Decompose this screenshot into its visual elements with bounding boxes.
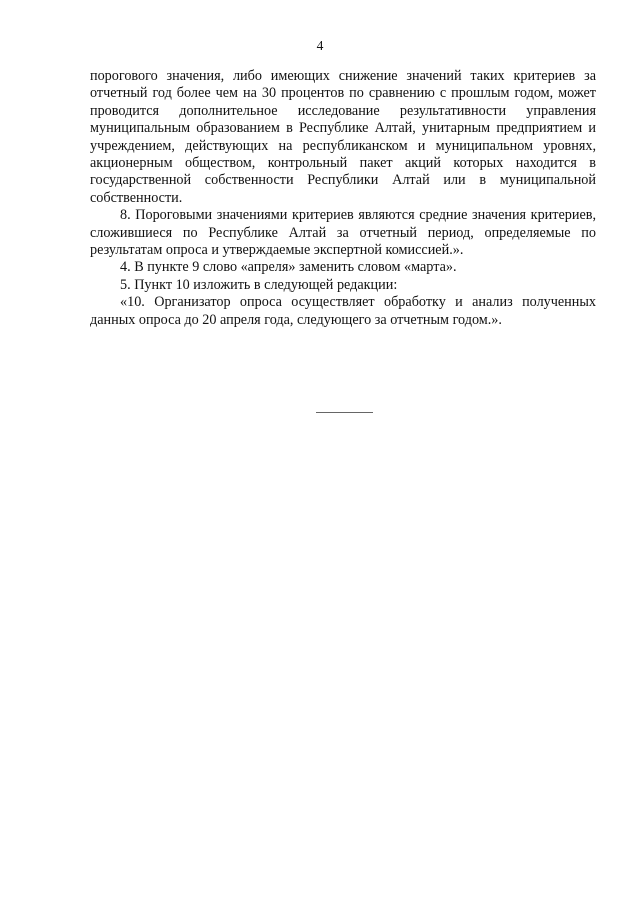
paragraph-item-4: 4. В пункте 9 слово «апреля» заменить словом «марта».: [120, 259, 457, 276]
paragraph-item-10: «10. Организатор опроса осуществляет обработку и анализ полученных данных опроса до 20 апреля года, следующего за отчетным годом.».: [90, 294, 596, 328]
paragraph-continuation: порогового значения, либо имеющих снижение значений таких критериев за отчетный год более чем на 30 процентов по сравнению с прошлым годом, может проводится дополнительное исследование результативности управления муниципальным образованием в Республике Алтай, унитарным предприятием и учреждением, действующих на республиканском и муниципальном уровнях, акционерным обществом, контрольный пакет акций которых находится в государственной собственности Республики Алтай или в муниципальной собственности.: [90, 68, 596, 206]
end-separator-line: [316, 412, 373, 413]
page-number: 4: [316, 38, 324, 53]
document-body: [90, 68, 596, 329]
paragraph-item-8: 8. Пороговыми значениями критериев являются средние значения критериев, сложившиеся по Республике Алтай за отчетный период, определяемые по результатам опроса и утверждаемые экспертной комиссией.».: [90, 207, 596, 259]
paragraph-item-5: 5. Пункт 10 изложить в следующей редакции:: [120, 276, 398, 293]
